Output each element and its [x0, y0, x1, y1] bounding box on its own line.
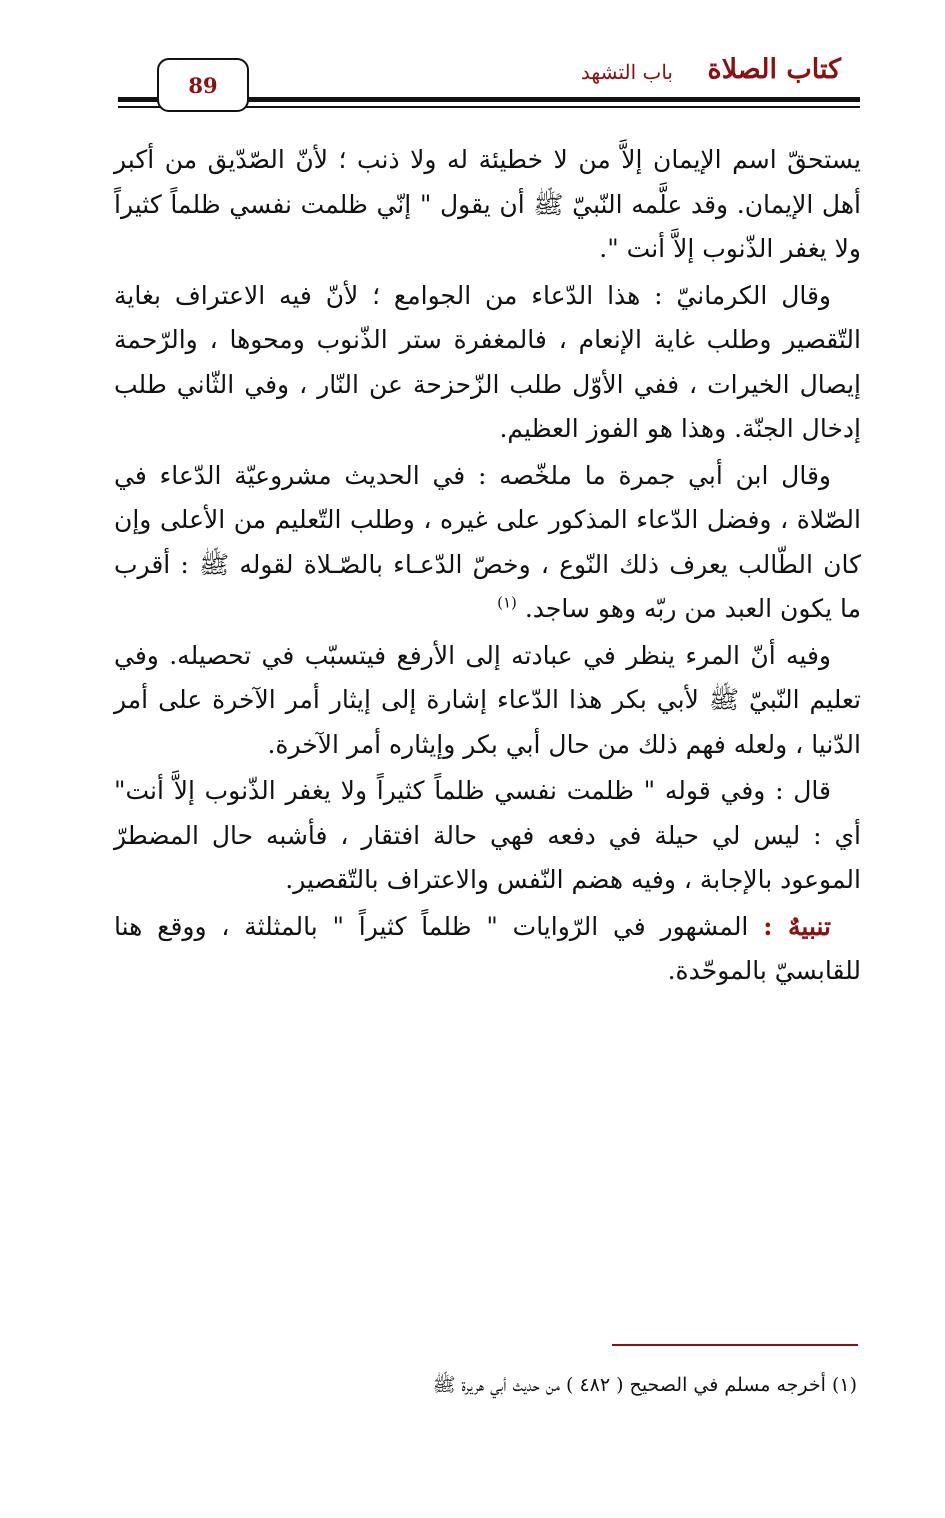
- page-number: 89: [157, 58, 249, 112]
- page-header: [0, 0, 945, 120]
- paragraph: [114, 138, 861, 272]
- paragraph: [114, 634, 861, 768]
- paragraph: [114, 905, 861, 994]
- footnote-reference: (١): [497, 593, 517, 612]
- paragraph-text: وفيه أنّ المرء ينظر في عبادته إلى الأرفع فيتسبّب في تحصيله. وفي تعليم النّبيّ ﷺ لأبي بكر هذا الدّعاء إشارة إلى إيثار أمر الآخرة على أمر الدّنيا ، ولعله فهم ذلك من حال أبي بكر وإيثاره أمر الآخرة.: [114, 640, 861, 759]
- paragraph-text: وقال الكرمانيّ : هذا الدّعاء من الجوامع ؛ لأنّ فيه الاعتراف بغاية التّقصير وطلب غاية الإنعام ، فالمغفرة ستر الذّنوب ومحوها ، والرّحمة إيصال الخيرات ، ففي الأوّل طلب الزّحزحة عن النّار ، وفي الثّاني طلب إدخال الجنّة. وهذا هو الفوز العظيم.: [114, 280, 861, 443]
- book-title: كتاب الصلاة: [707, 54, 841, 85]
- paragraph: [114, 454, 861, 632]
- chapter-title: باب التشهد: [580, 60, 673, 84]
- paragraph-text: قال : وفي قوله " ظلمت نفسي ظلماً كثيراً ولا يغفر الذّنوب إلاَّ أنت" أي : ليس لي حيلة في دفعه فهي حالة افتقار ، فأشبه حال المضطرّ الموعود بالإجابة ، وفيه هضم النّفس والاعتراف بالتّقصير.: [114, 776, 861, 894]
- footnote: (١) أخرجه مسلم في الصحيح ( ٤٨٢ ) من حديث أبي هريرة ﷺ: [432, 1374, 857, 1396]
- paragraph: [114, 274, 861, 452]
- body-text: [114, 138, 861, 996]
- paragraph-text: المشهور في الرّوايات " ظلماً كثيراً " بالمثلثة ، ووقع هنا للقابسيّ بالموحّدة.: [114, 911, 861, 985]
- paragraph-text: يستحقّ اسم الإيمان إلاَّ من لا خطيئة له ولا ذنب ؛ لأنّ الصّدّيق من أكبر أهل الإيمان. وقد علَّمه النّبيّ ﷺ أن يقول " إنّي ظلمت نفسي ظلماً كثيراً ولا يغفر الذّنوب إلاَّ أنت ".: [114, 145, 861, 263]
- paragraph-text: وقال ابن أبي جمرة ما ملخّصه : في الحديث مشروعيّة الدّعاء في الصّلاة ، وفضل الدّعاء المذكور على غيره ، وطلب التّعليم من الأعلى وإن كان الطّالب يعرف ذلك النّوع ، وخصّ الدّعـاء بالصّـلاة لقوله ﷺ : أقرب ما يكون العبد من ربّه وهو ساجد.: [114, 460, 861, 623]
- paragraph: [114, 769, 861, 903]
- footnote-separator: [612, 1344, 858, 1346]
- note-label: تنبيهٌ :: [763, 911, 831, 941]
